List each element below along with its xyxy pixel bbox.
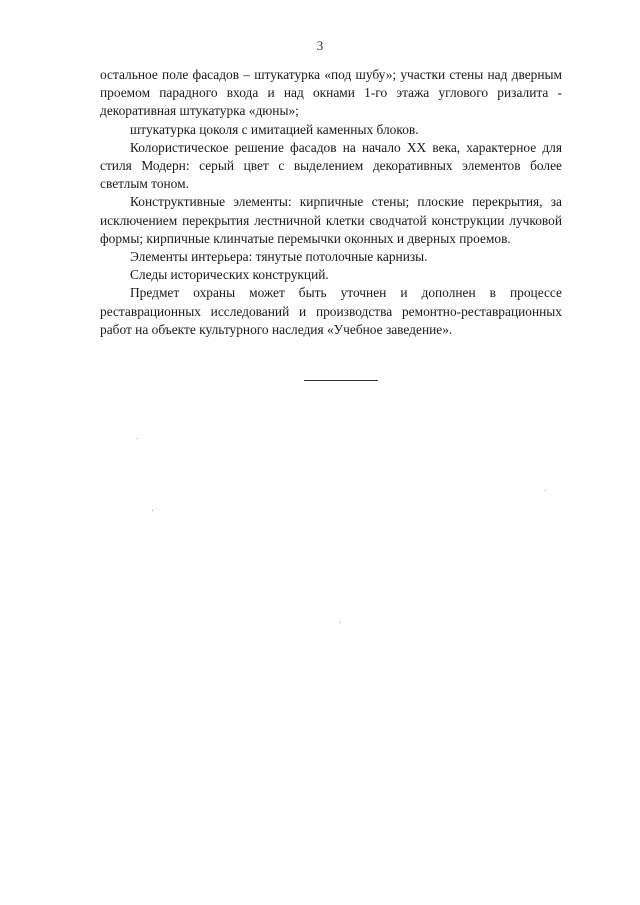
paragraph-color-scheme: Колористическое решение фасадов на начало XX века, характерное для стиля Модерн: серый цвет с выделением декоративных элементов более светлым тоном. <box>100 139 562 192</box>
paragraph-interior-elements: Элементы интерьера: тянутые потолочные карнизы. <box>130 249 428 265</box>
paragraph-facade-plaster: остальное поле фасадов – штукатурка «под шубу»; участки стены над дверным проемом парадного входа и над окнами 1-го этажа углового ризалита - декоративная штукатурка «дюны»; <box>100 67 562 119</box>
scan-speck <box>152 510 153 511</box>
document-body <box>100 66 562 339</box>
page-number: 3 <box>316 38 324 53</box>
scan-speck <box>545 490 546 491</box>
paragraph-historic-traces: Следы исторических конструкций. <box>130 267 329 283</box>
scan-speck <box>340 622 341 623</box>
paragraph-structural-elements: Конструктивные элементы: кирпичные стены; плоские перекрытия, за исключением перекрытия лестничной клетки сводчатой конструкции лучковой формы; кирпичные клинчатые перемычки оконных и дверных проемов. <box>100 194 562 246</box>
closing-rule <box>304 380 378 381</box>
paragraph-plinth-plaster: штукатурка цоколя с имитацией каменных блоков. <box>130 121 419 137</box>
scan-speck <box>137 438 138 439</box>
paragraph-protection-note: Предмет охраны может быть уточнен и дополнен в процессе реставрационных исследований и производства ремонтно-реставрационных работ на объекте культурного наследия «Учебное заведение». <box>100 285 562 337</box>
